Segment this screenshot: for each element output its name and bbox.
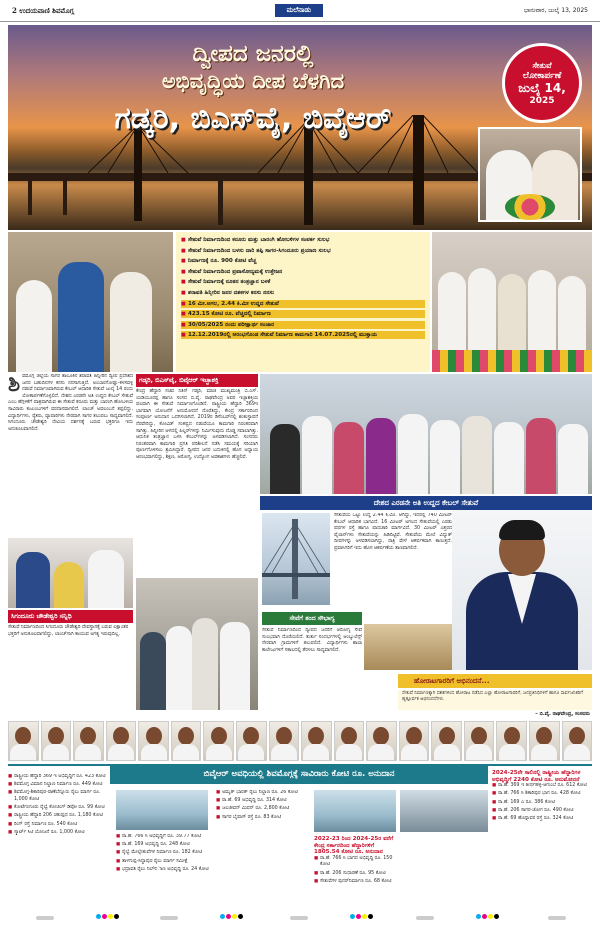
grant-item: ■ ಸ್ಮಾರ್ಟ್ ಸಿಟಿ ಯೋಜನೆ ರೂ. 1,000 ಕೋಟಿ [8, 830, 112, 837]
section-label: ಮಲೆನಾಡು [275, 4, 324, 17]
print-mark [36, 916, 54, 920]
leader-thumbnail [171, 721, 202, 761]
grant-item: ■ ರಾ.ಹೆ. 169 ಅಭಿವೃದ್ಧಿ ರೂ. 248 ಕೋಟಿ [116, 842, 212, 849]
cable-bridge-text: ಸೇತುವೆಯ ಒಟ್ಟು ಉದ್ದ 2.44 ಕಿ.ಮೀ. ಆಗಿದ್ದು, ಇದರಲ್ಲಿ 740 ಮೀಟರ್ ಕೇಬಲ್ ಆಧಾರಿತ ಭಾಗವಿದೆ. 16 ಮೀಟರ್ ಅಗಲದ ಸೇತುವೆಯಲ್ಲಿ ಎರಡು ಪಥಗಳ ರಸ್ತೆ ಹಾಗೂ ಪಾದಚಾರಿ ಮಾರ್ಗವಿದೆ. 30 ಮೀಟರ್ ಎತ್ತರದ ಪೈಲಾನ್‌ಗಳು ಸೇತುವೆಯನ್ನು ಹಿಡಿದಿಟ್ಟಿವೆ. ಸೇತುವೆಯ ಮೇಲೆ ವಿದ್ಯುತ್ ದೀಪಗಳನ್ನು ಅಳವಡಿಸಲಾಗಿದ್ದು, ರಾತ್ರಿ ವೇಳೆ ಆಕರ್ಷಕವಾಗಿ ಕಾಣುತ್ತದೆ. ಪ್ರವಾಸಿಗರಿಗೆ ಇದು ಹೊಸ ಆಕರ್ಷಣೆಯ ತಾಣವಾಗಲಿದೆ. [334, 513, 452, 551]
sigandur-text: ಸೇತುವೆ ನಿರ್ಮಾಣದಿಂದ ಸಿಗಂದೂರು ಚೌಡೇಶ್ವರಿ ದೇವಸ್ಥಾನಕ್ಕೆ ಬರುವ ಲಕ್ಷಾಂತರ ಭಕ್ತರಿಗೆ ಅನುಕೂಲವಾಗಲಿದ್ದು, ಲಾಂಚ್‌ಗಾಗಿ ಕಾಯುವ ಅಗತ್ಯ ಇರುವುದಿಲ್ಲ. [8, 625, 129, 637]
person-figure [270, 424, 300, 494]
leader-thumbnail [464, 721, 495, 761]
grant-item: ■ ರಾ.ಹೆ. 69 ಅಭಿವೃದ್ಧಿ ರೂ. 314 ಕೋಟಿ [216, 798, 310, 805]
highlights-row [8, 232, 592, 372]
grants-list-3 [216, 790, 310, 910]
fact-item: ■ 12.12.2019ರಲ್ಲಿ ಆರಂಭಗೊಂಡ ಸೇತುವೆ ನಿರ್ಮಾಣ ಕಾಮಗಾರಿ 14.07.2025ರಲ್ಲಿ ಮುಕ್ತಾಯ [181, 331, 425, 339]
drop-cap: ಶಿ [8, 374, 21, 397]
person-figure [140, 632, 166, 710]
headline-line-3: ಗಡ್ಕರಿ, ಬಿಎಸ್‌ವೈ, ಬಿವೈಆರ್ [114, 101, 392, 136]
tribute-signature: – ಬಿ.ವೈ. ರಾಘವೇಂದ್ರ, ಸಂಸದರು [535, 711, 590, 717]
fact-item: ■ 16 ಮೀ.ಅಗಲ, 2.44 ಕಿ.ಮೀ ಉದ್ದದ ಸೇತುವೆ [181, 300, 425, 308]
temple-photo [8, 538, 133, 608]
leader-thumbnail [73, 721, 104, 761]
fact-item: ■ ಸೇತುವೆ ನಿರ್ಮಾಣದಿಂದ ಪ್ರವಾಸೋದ್ಯಮಕ್ಕೆ ಉತ್ತೇಜನ [181, 268, 425, 276]
mp-portrait [452, 510, 592, 670]
grants-list-1 [8, 774, 112, 910]
grants-list-5 [492, 783, 592, 822]
highway-approval-box [492, 770, 592, 910]
leaders-photo-strip [8, 721, 592, 761]
grant-item: ■ ರಾ.ಹೆ. 206 ಸುಧಾರಣೆ ರೂ. 95 ಕೋಟಿ [314, 871, 396, 878]
grant-item: ■ ಜಲಜೀವನ್ ಮಿಷನ್ ರೂ. 2,800 ಕೋಟಿ [216, 806, 310, 813]
person-figure [88, 550, 124, 608]
person-figure [166, 626, 192, 710]
print-mark [416, 916, 434, 920]
person-figure [334, 422, 364, 494]
print-mark [548, 916, 566, 920]
dam-photo [116, 790, 208, 830]
headline-line-1: ದ್ವೀಪದ ಜನರಲ್ಲಿ [192, 41, 314, 67]
person-figure [16, 552, 50, 608]
grant-item: ■ ರಾ.ಹೆ. 69 ಹೊನ್ನಾವರ ರಸ್ತೆ ರೂ. 324 ಕೋಟಿ [492, 816, 592, 823]
grant-item: ■ ಸಾಗರ ಬೈಪಾಸ್ ರಸ್ತೆ ರೂ. 83 ಕೋಟಿ [216, 815, 310, 822]
leader-thumbnail [41, 721, 72, 761]
portrait-hair [499, 520, 545, 540]
grant-item: ■ ರೈಲ್ವೆ ಮೇಲ್ಸೇತುವೆಗಳ ನಿರ್ಮಾಣ ರೂ. 182 ಕೋಟಿ [116, 850, 212, 857]
intro-body: ವಮೊಗ್ಗ ಜಿಲ್ಲೆಯ ಸಾಗರ ತಾಲೂಕಿನ ಶರಾವತಿ ಹಿನ್ನೀರಿನ ದ್ವೀಪ ಪ್ರದೇಶದ ಜನರ ಬಹುದಿನಗಳ ಕನಸು ನನಸಾಗುತ್ತಿದೆ. ಅಂಬಾರಗೋಡ್ಲು-ಕಳಸವಳ್ಳಿ ನಡುವೆ ನಿರ್ಮಾಣವಾಗಿರುವ ಕೇಬಲ್ ಆಧಾರಿತ ಸೇತುವೆ ಜುಲೈ 14 ರಂದು ಲೋಕಾರ್ಪಣೆಗೊಳ್ಳಲಿದೆ. ದೇಶದ ಎರಡನೇ ಅತಿ ಉದ್ದದ ಕೇಬಲ್ ಸೇತುವೆ ಎಂಬ ಹೆಗ್ಗಳಿಕೆಗೆ ಪಾತ್ರವಾಗಿರುವ ಈ ಸೇತುವೆ ಕರೂರು ಮತ್ತು ಬಾರಂಗಿ ಹೋಬಳಿಯ ಸಾವಿರಾರು ಕುಟುಂಬಗಳಿಗೆ ವರದಾನವಾಗಲಿದೆ. ಲಾಂಚ್ ಅವಲಂಬನೆ ತಪ್ಪಲಿದ್ದು, ವಿದ್ಯಾರ್ಥಿಗಳು, ರೈತರು, ವ್ಯಾಪಾರಿಗಳು ನೇರವಾಗಿ ಸಾಗರ ತಲುಪಲು ಸಾಧ್ಯವಾಗಲಿದೆ. ಸಿಗಂದೂರು ಚೌಡೇಶ್ವರಿ ದೇವಿಯ ದರ್ಶನಕ್ಕೆ ಬರುವ ಭಕ್ತರಿಗೂ ಇದು ಅನುಕೂಲವಾಗಲಿದೆ. [8, 374, 133, 432]
badge-line-1: ಸೇತುವೆ [532, 60, 552, 70]
highway-grant-box [314, 836, 396, 910]
railway-bridge-photo [400, 790, 488, 832]
color-registration-mark [350, 914, 373, 922]
grant-item: ■ ರಾ.ಹೆ. 766 ಸಿ ಭಾಗದ ಅಭಿವೃದ್ಧಿ ರೂ. 150 ಕೋಟಿ [314, 856, 396, 869]
leader-thumbnail [269, 721, 300, 761]
person-figure [16, 280, 52, 372]
sigandur-heading: ಸಿಗಂದೂರು ಚೌಡೇಶ್ವರಿ ಸನ್ನಿಧಿ [8, 610, 133, 623]
article-heading: ಗಡ್ಕರಿ, ಬಿಎಸ್‌ವೈ, ಬಿವೈಆರ್ ಇಚ್ಛಾಶಕ್ತಿ [136, 374, 258, 387]
cable-bridge-heading: ದೇಶದ ಎರಡನೇ ಅತಿ ಉದ್ದದ ಕೇಬಲ್ ಸೇತುವೆ [260, 496, 592, 510]
leaders-photo [478, 127, 582, 222]
leader-thumbnail [106, 721, 137, 761]
grant-item: ■ ಭದ್ರಾವತಿ ರೈಲು ನಿಲ್दಾಣ ಅಭಿವೃದ್ಧಿ ರೂ. 24 ಕೋಟಿ [116, 867, 212, 874]
inspection-photo [136, 578, 258, 710]
fact-item: ■ 423.15 ಕೋಟಿ ರೂ. ವೆಚ್ಚದಲ್ಲಿ ನಿರ್ಮಾಣ [181, 310, 425, 318]
person-figure [462, 416, 492, 494]
fact-item: ■ ನಿರ್ಮಾಣಕ್ಕೆ ರೂ. 900 ಕೋಟಿ ವೆಚ್ಚ [181, 257, 425, 265]
badge-line-3: ಜುಲೈ 14, [518, 80, 566, 95]
person-figure [438, 272, 466, 358]
fact-item: ■ ಸೇತುವೆ ನಿರ್ಮಾಣದಿಂದ ಕರೂರು ಮತ್ತು ಬಾರಂಗಿ ಹೋಬಳಿಗಳ ಸಂಪರ್ಕ ಸುಲಭ [181, 236, 425, 244]
person-figure [110, 272, 152, 372]
leader-thumbnail [8, 721, 39, 761]
person-figure [526, 418, 556, 494]
person-figure [220, 622, 250, 710]
page-number-paper-name: 2 ಉದಯವಾಣಿ ಶಿವಮೊಗ್ಗ [12, 5, 74, 15]
grant-item: ■ ರಾ.ಹೆ. 766 ಸಿ ಶಿಕಾರಿಪುರ ಭಾಗ ರೂ. 428 ಕೋಟಿ [492, 791, 592, 798]
person-figure [498, 274, 526, 358]
grant-item: ■ ರಾ.ಹೆ. 766 ಸಿ ಅಭಿವೃದ್ಧಿಗೆ ರೂ. 39.77 ಕೋಟಿ [116, 834, 212, 841]
person-figure [366, 418, 396, 494]
bridge-aerial-photo [314, 790, 396, 832]
issue-date: ಭಾನುವಾರ, ಜುಲೈ 13, 2025 [523, 6, 588, 14]
person-figure [58, 262, 104, 372]
grant-item: ■ ರಾಷ್ಟ್ರೀಯ ಹೆದ್ದಾರಿ 369 ಇ ಅಭಿವೃದ್ಧಿಗೆ ರೂ. 423 ಕೋಟಿ [8, 774, 112, 781]
tribute-text: ಸೇತುವೆ ನಿರ್ಮಾಣಕ್ಕಾಗಿ ದಶಕಗಳಿಂದ ಹೋರಾಟ ನಡೆಸಿದ ಎಲ್ಲಾ ಹೋರಾಟಗಾರರಿಗೆ, ಜನಪ್ರತಿನಿಧಿಗಳಿಗೆ ಹಾಗೂ ಸಾರ್ವಜನಿಕರಿಗೆ ಹೃತ್ಪೂರ್ವಕ ಅಭಿನಂದನೆಗಳು. [398, 690, 592, 710]
grant-item: ■ ಶಿವಮೊಗ್ಗ-ಶಿಕಾರಿಪುರ-ರಾಣೆಬೆನ್ನೂರು ರೈಲು ಮಾರ್ಗ ರೂ. 1,000 ಕೋಟಿ [8, 790, 112, 803]
print-mark [160, 916, 178, 920]
bridge-photo [262, 513, 330, 605]
seva-text: ಸೇತುವೆ ನಿರ್ಮಾಣದಿಂದ ದ್ವೀಪದ ಜನರಿಗೆ ಆರೋಗ್ಯ ಸೇವೆ ಸುಲಭವಾಗಿ ದೊರೆಯಲಿದೆ. ತುರ್ತು ಸಂದರ್ಭಗಳಲ್ಲಿ ಆಂಬ್ಯುಲೆನ್ಸ್ ನೇರವಾಗಿ ಗ್ರಾಮಗಳಿಗೆ ತಲುಪಲಿದೆ. ವಿದ್ಯಾರ್ಥಿಗಳು ಶಾಲಾ ಕಾಲೇಜುಗಳಿಗೆ ಸಕಾಲದಲ್ಲಿ ತೆರಳಲು ಸಾಧ್ಯವಾಗಲಿದೆ. [262, 628, 362, 653]
grants-heading: ಬಿವೈಆರ್ ಅವಧಿಯಲ್ಲಿ ಶಿವಮೊಗ್ಗಕ್ಕೆ ಸಾವಿರಾರು ಕೋಟಿ ರೂ. ಅನುದಾನ [110, 764, 488, 784]
felicitation-photo [8, 232, 173, 372]
fact-item: ■ ಶರಾವತಿ ಹಿನ್ನೀರಿನ ಜನರ ದಶಕಗಳ ಕನಸು ನನಸು [181, 289, 425, 297]
person-figure [430, 420, 460, 494]
badge-line-4: 2025 [529, 95, 555, 106]
person-figure [528, 270, 556, 358]
leader-thumbnail [236, 721, 267, 761]
construction-site-photo [364, 624, 452, 670]
print-mark [290, 916, 308, 920]
person-figure [302, 416, 332, 494]
grants-section [8, 764, 592, 912]
person-figure [558, 276, 586, 358]
grant-item: ■ ಅಮೃತ್ ಭಾರತ್ ರೈಲು ನಿಲ್ದಾಣ ರೂ. 26 ಕೋಟಿ [216, 790, 310, 797]
flower-decoration [432, 350, 592, 372]
grant-item: ■ ತಾಳಗುಪ್ಪ-ಸಿದ್ದಾಪುರ ರೈಲು ಮಾರ್ಗ ಸಮೀಕ್ಷೆ [116, 859, 212, 866]
key-facts-list [176, 232, 430, 372]
highway-grant-title: 2022-23 ರಿಂದ 2024-25ರ ವರೆಗೆ ಕೇಂದ್ರ ಸರ್ಕಾರದಿಂದ ಹೆದ್ದಾರಿಗಳಿಗೆ 1805.54 ಕೋಟಿ ರೂ. ಅನುದಾನ [314, 836, 394, 856]
person-figure [398, 414, 428, 494]
person-figure [192, 618, 218, 710]
inauguration-date-badge [502, 43, 582, 123]
leader-thumbnail [399, 721, 430, 761]
leader-thumbnail [301, 721, 332, 761]
leaders-article [136, 374, 258, 574]
grant-item: ■ ಶಿವಮೊಗ್ಗ ವಿಮಾನ ನಿಲ್ದಾಣ ನಿರ್ಮಾಣ ರೂ. 449 ಕೋಟಿ [8, 782, 112, 789]
tribute-heading: ಹೋರಾಟಗಾರರಿಗೆ ಅಭಿನಂದನೆ... [398, 674, 592, 688]
intro-article [8, 374, 133, 534]
ceremony-photo [432, 232, 592, 372]
grant-item: ■ ಸೇತುವೆಗಳ ಪುನರ್‌ನಿರ್ಮಾಣ ರೂ. 68 ಕೋಟಿ [314, 879, 396, 886]
seva-heading: ಸೇವೆಗೆ ತಂದ ಸೌಭಾಗ್ಯ [262, 612, 362, 625]
grant-item: ■ ರಾಷ್ಟ್ರೀಯ ಹೆದ್ದಾರಿ 206 ಚತುಷ್ಪಥ ರೂ. 1,180 ಕೋಟಿ [8, 813, 112, 820]
leader-thumbnail [138, 721, 169, 761]
leader-thumbnail [496, 721, 527, 761]
leader-thumbnail [334, 721, 365, 761]
fact-item: ■ ಸೇತುವೆ ನಿರ್ಮಾಣಕ್ಕೆ ನೂತನ ತಂತ್ರಜ್ಞಾನ ಬಳಕೆ [181, 278, 425, 286]
bouquet [505, 194, 555, 220]
leader-thumbnail [562, 721, 593, 761]
grant-item: ■ ರಿಂಗ್ ರಸ್ತೆ ನಿರ್ಮಾಣ ರೂ. 540 ಕೋಟಿ [8, 822, 112, 829]
grant-item: ■ ಕೋಟೆಗಂಗೂರು ರೈಲ್ವೆ ಕೋಚಿಂಗ್ ಡಿಪೋ ರೂ. 99 ಕೋಟಿ [8, 805, 112, 812]
badge-line-2: ಲೋಕಾರ್ಪಣೆ [522, 70, 562, 81]
grant-item: ■ ರಾ.ಹೆ. 369 ಇ ತೀರ್ಥಹಳ್ಳಿ-ಆಗುಂಬೆ ರೂ. 612 ಕೋಟಿ [492, 783, 592, 790]
color-registration-mark [220, 914, 243, 922]
grant-item: ■ ರಾ.ಹೆ. 169 ಎ ರೂ. 386 ಕೋಟಿ [492, 800, 592, 807]
fact-item: ■ 30/05/2025 ರಂದು ಪರೀಕ್ಷಾರ್ಥ ಸಂಚಾರ [181, 321, 425, 329]
color-registration-mark [476, 914, 499, 922]
leader-thumbnail [529, 721, 560, 761]
group-photo [260, 374, 592, 494]
leader-thumbnail [366, 721, 397, 761]
leader-thumbnail [203, 721, 234, 761]
grants-list-4 [314, 856, 396, 886]
highway-approval-title: 2024-25ನೇ ಸಾಲಿನಲ್ಲಿ ರಾಷ್ಟ್ರೀಯ ಹೆದ್ದಾರಿಗಳ ಅಭಿವೃದ್ಧಿಗೆ 2240 ಕೋಟಿ ರೂ. ಅನುಮೋದನೆ [492, 770, 581, 783]
leader-thumbnail [431, 721, 462, 761]
sigandur-block [8, 538, 133, 648]
bridge-pylon-illustration [262, 513, 330, 605]
headline-line-2: ಅಭಿವೃದ್ಧಿಯ ದೀಪ ಬೆಳಗಿದ [161, 69, 345, 93]
person-figure [468, 268, 496, 358]
grants-list-2 [116, 834, 212, 910]
fact-item: ■ ಸೇತುವೆ ನಿರ್ಮಾಣದಿಂದ ಬಳಸು ದಾರಿ ತಪ್ಪಿ ಸಾಗರ-ಸಿಗಂದೂರು ಪ್ರಯಾಣ ಸುಲಭ [181, 247, 425, 255]
grant-item: ■ ರಾ.ಹೆ. 206 ಸಾಗರ-ಜೋಗ ರೂ. 490 ಕೋಟಿ [492, 808, 592, 815]
person-figure [558, 424, 588, 494]
color-registration-mark [96, 914, 119, 922]
person-figure [494, 422, 524, 494]
masthead [0, 0, 600, 22]
article-body: ಕೇಂದ್ರ ಹೆದ್ದಾರಿ ಸಚಿವ ನಿತಿನ್ ಗಡ್ಕರಿ, ಮಾಜಿ ಮುಖ್ಯಮಂತ್ರಿ ಬಿ.ಎಸ್. ಯಡಿಯೂರಪ್ಪ ಹಾಗೂ ಸಂಸದ ಬಿ.ವೈ. ರಾಘವೇಂದ್ರ ಅವರ ಇಚ್ಛಾಶಕ್ತಿಯ ಫಲವಾಗಿ ಈ ಸೇತುವೆ ನಿರ್ಮಾಣಗೊಂಡಿದೆ. ರಾಷ್ಟ್ರೀಯ ಹೆದ್ದಾರಿ 369ಇ ಭಾಗವಾಗಿ ಯೋಜನೆಗೆ ಅನುಮೋದನೆ ದೊರೆತಿದ್ದು, ಕೇಂದ್ರ ಸರ್ಕಾರದಿಂದ ಸಂಪೂರ್ಣ ಅನುದಾನ ಒದಗಿಸಲಾಗಿದೆ. 2019ರ ಡಿಸೆಂಬರ್‌ನಲ್ಲಿ ಶಂಕುಸ್ಥಾಪನೆ ನೆರವೇರಿದ್ದು, ಕೋವಿಡ್ ಸಂಕಷ್ಟದ ನಡುವೆಯೂ ಕಾಮಗಾರಿ ನಿರಂತರವಾಗಿ ಸಾಗಿತ್ತು. ಹಿನ್ನೀರಿನ ಆಳದಲ್ಲಿ ಪಿಲ್ಲರ್‌ಗಳನ್ನು ನಿರ್ಮಿಸುವುದು ದೊಡ್ಡ ಸವಾಲಾಗಿತ್ತು. ಆಧುನಿಕ ತಂತ್ರಜ್ಞಾನ ಬಳಸಿ ಕೇಬಲ್‌ಗಳನ್ನು ಅಳವಡಿಸಲಾಗಿದೆ. ಸಂಸದರು ನಿರಂತರವಾಗಿ ಕಾಮಗಾರಿ ಪ್ರಗತಿ ಪರಿಶೀಲನೆ ನಡೆಸಿ ಸಮಯಕ್ಕೆ ಸರಿಯಾಗಿ ಪೂರ್ಣಗೊಳಿಸಲು ಶ್ರಮಿಸಿದ್ದಾರೆ. ದ್ವೀಪದ ಜನರ ಬದುಕಿನಲ್ಲಿ ಹೊಸ ಅಧ್ಯಾಯ ಆರಂಭವಾಗಲಿದ್ದು, ಶಿಕ್ಷಣ, ಆರೋಗ್ಯ, ಉದ್ಯೋಗ ಅವಕಾಶಗಳು ಹೆಚ್ಚಲಿವೆ. [136, 389, 258, 460]
person-figure [54, 562, 84, 608]
hero-banner [8, 25, 592, 230]
